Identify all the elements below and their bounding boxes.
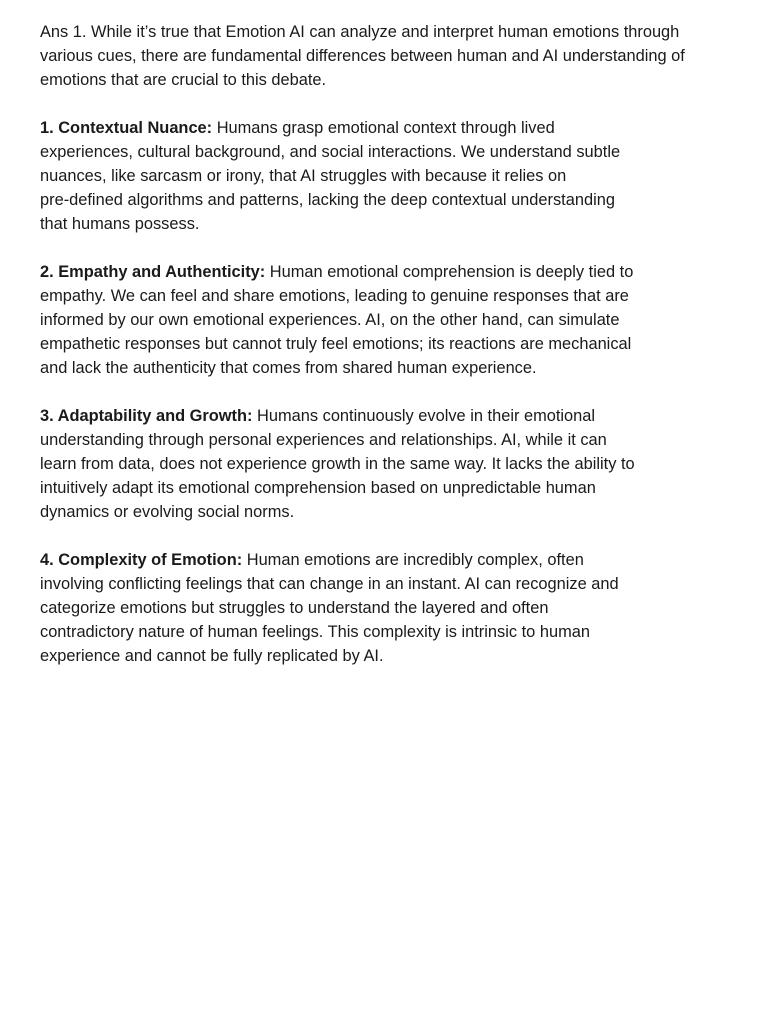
point-body: Human emotions are incredibly complex, often involving conflicting feelings that can change in an instant. AI can recognize and categorize emotions but struggles to understand the layered and often contradictory nature of human feelings. This complexity is intrinsic to human experience and cannot be fully replicated by AI. — [40, 551, 619, 665]
point-body: Human emotional comprehension is deeply tied to empathy. We can feel and share emotions, leading to genuine responses that are informed by our own emotional experiences. AI, on the other hand, can simulate empathetic responses but cannot truly feel emotions; its reactions are mechanical and lack the authenticity that comes from shared human experience. — [40, 263, 634, 377]
point-contextual-nuance — [40, 116, 740, 236]
point-body: Humans grasp emotional context through lived experiences, cultural background, and social interactions. We understand subtle nuances, like sarcasm or irony, that AI struggles with because it relies on pre-defined algorithms and patterns, lacking the deep contextual understanding that humans possess. — [40, 119, 621, 233]
point-title: 2. Empathy and Authenticity: — [40, 263, 266, 281]
intro-paragraph: Ans 1. While it’s true that Emotion AI can analyze and interpret human emotions through various cues, there are fundamental differences between human and AI understanding of emotions that are crucial to this debate. — [40, 23, 685, 89]
point-body: Humans continuously evolve in their emotional understanding through personal experiences and relationships. AI, while it can learn from data, does not experience growth in the same way. It lacks the ability to intuitively adapt its emotional comprehension based on unpredictable human dynamics or evolving social norms. — [40, 407, 635, 521]
point-adaptability-growth — [40, 404, 740, 524]
point-title: 4. Complexity of Emotion: — [40, 551, 243, 569]
point-title: 3. Adaptability and Growth: — [40, 407, 253, 425]
point-title: 1. Contextual Nuance: — [40, 119, 213, 137]
point-complexity-emotion — [40, 548, 740, 668]
document-body — [40, 20, 740, 692]
point-empathy-authenticity — [40, 260, 740, 380]
